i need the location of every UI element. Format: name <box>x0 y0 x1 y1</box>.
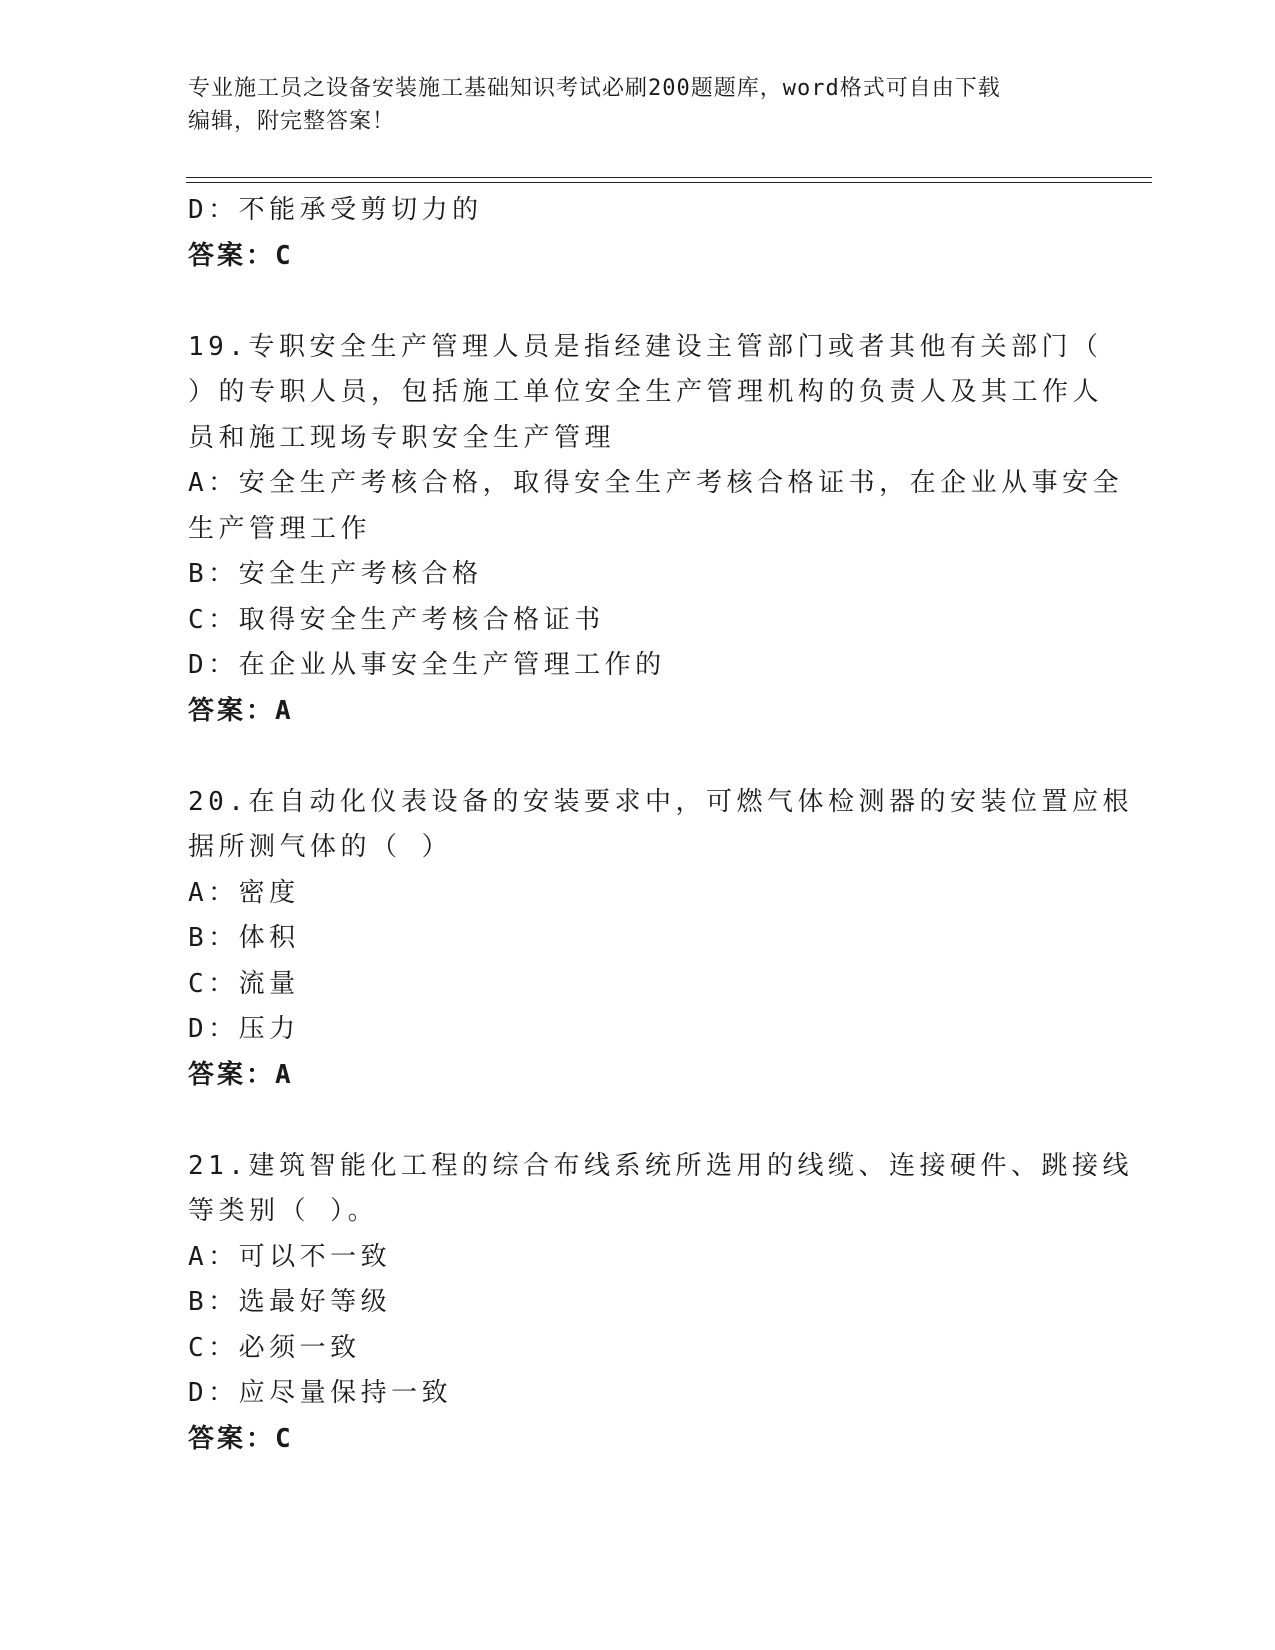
answer-line: 答案：A <box>188 1059 294 1090</box>
question-text: 据所测气体的（ ） <box>188 832 453 862</box>
question-21 <box>188 1144 1133 1463</box>
answer-line: 答案：A <box>188 695 294 726</box>
option-d: D：应尽量保持一致 <box>188 1378 453 1408</box>
question-text: ）的专职人员，包括施工单位安全生产管理机构的负责人及其工作人 <box>188 377 1104 407</box>
option-a: A：密度 <box>188 877 300 908</box>
question-text: 21.建筑智能化工程的综合布线系统所选用的线缆、连接硬件、跳接线 <box>188 1150 1133 1181</box>
option-d: D：不能承受剪切力的 <box>188 195 483 225</box>
header-title-line-1: 专业施工员之设备安装施工基础知识考试必刷200题题库，word格式可自由下载 <box>188 76 1001 101</box>
answer-line: 答案：C <box>188 1423 294 1454</box>
answer-line: 答案：C <box>188 240 294 271</box>
option-c: C：必须一致 <box>188 1332 361 1363</box>
question-text: 19.专职安全生产管理人员是指经建设主管部门或者其他有关部门（ <box>188 331 1103 362</box>
document-header <box>188 72 1068 138</box>
question-text: 等类别（ ）。 <box>188 1196 379 1226</box>
question-content <box>188 188 1133 1462</box>
option-c: C：取得安全生产考核合格证书 <box>188 604 605 635</box>
option-d: D：在企业从事安全生产管理工作的 <box>188 650 666 680</box>
header-divider-bottom <box>186 182 1152 183</box>
option-c: C：流量 <box>188 968 300 999</box>
question-text: 员和施工现场专职安全生产管理 <box>188 422 616 453</box>
spacer <box>188 1098 1088 1144</box>
header-title-line-2: 编辑，附完整答案！ <box>188 109 396 134</box>
option-b: B：体积 <box>188 923 300 953</box>
header-divider-top <box>186 177 1152 178</box>
option-a: A：可以不一致 <box>188 1241 392 1272</box>
option-b: B：选最好等级 <box>188 1287 392 1317</box>
option-b: B：安全生产考核合格 <box>188 559 483 589</box>
question-20 <box>188 780 1133 1099</box>
option-a-continued: 生产管理工作 <box>188 513 372 544</box>
question-19 <box>188 325 1124 735</box>
spacer <box>188 279 1088 325</box>
option-a: A：安全生产考核合格，取得安全生产考核合格证书，在企业从事安全 <box>188 468 1124 498</box>
question-text: 20.在自动化仪表设备的安装要求中，可燃气体检测器的安装位置应根 <box>188 786 1133 817</box>
spacer <box>188 734 1088 780</box>
option-d: D：压力 <box>188 1014 300 1044</box>
